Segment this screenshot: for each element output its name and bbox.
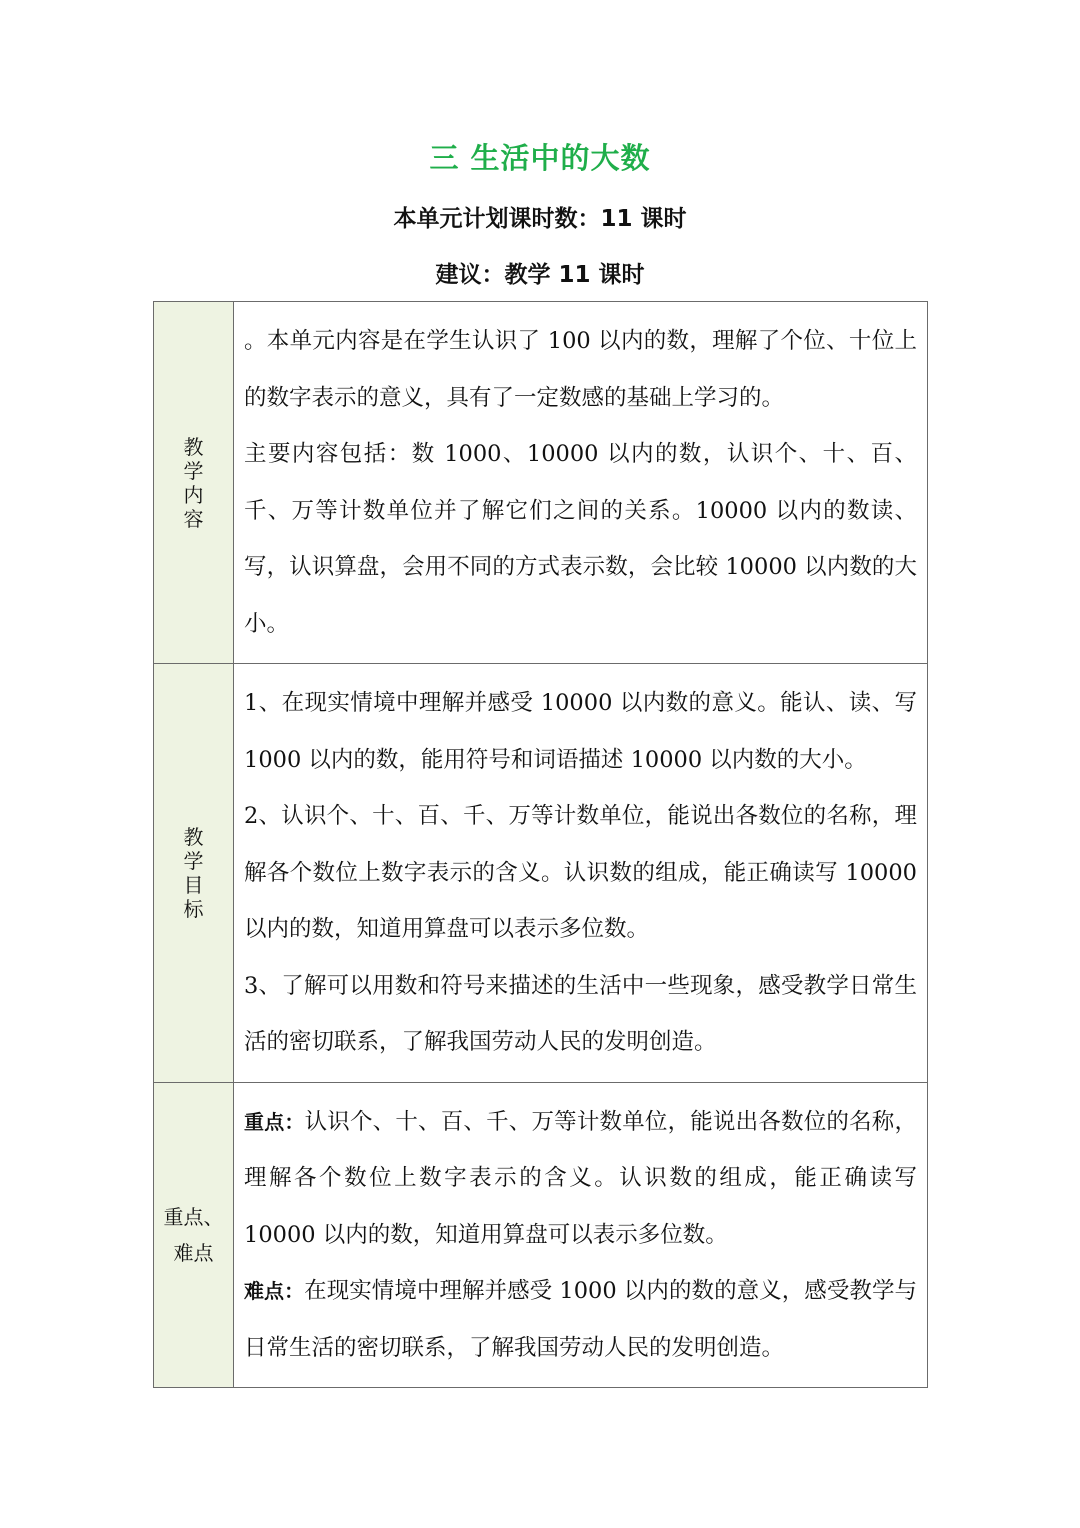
teaching-goals-label: 教学目标 [183,824,204,921]
teaching-goals-label-cell [154,664,234,1083]
difficult-point-label: 难点： [244,1279,305,1303]
planned-hours: 本单元计划课时数：11 课时 [393,206,687,232]
key-difficult-label-cell [154,1082,234,1388]
key-difficult-label [164,1199,224,1271]
difficult-point-text: 在现实情境中理解并感受 1000 以内的数的意义，感受教学与日常生活的密切联系，了解我国劳动人民的发明创造。 [244,1278,917,1361]
key-difficult-label-line1: 重点、 [163,1204,224,1229]
teaching-goal-item: 3、了解可以用数和符号来描述的生活中一些现象，感受教学日常生活的密切联系，了解我国劳动人民的发明创造。 [244,972,917,1055]
teaching-goals-row [154,664,928,1083]
key-difficult-label-line2: 难点 [173,1240,214,1265]
teaching-goal-item: 2、认识个、十、百、千、万等计数单位，能说出各数位的名称，理解各个数位上数字表示的含义。认识数的组成，能正确读写 10000 以内的数，知道用算盘可以表示多位数。 [244,803,917,942]
key-point-paragraph [244,1094,917,1264]
teaching-content-label: 教学内容 [183,434,204,531]
key-point-label: 重点： [244,1109,305,1134]
teaching-content-row [154,302,928,664]
lesson-plan-table [153,301,928,1388]
key-difficult-row [154,1082,928,1388]
unit-title: 三 生活中的大数 [429,141,651,175]
key-difficult-cell [234,1082,928,1388]
teaching-content-cell [234,302,928,664]
difficult-point-paragraph [244,1263,917,1376]
teaching-goal-item: 1、在现实情境中理解并感受 10000 以内数的意义。能认、读、写 1000 以内的数，能用符号和词语描述 10000 以内数的大小。 [244,690,917,773]
teaching-goals-cell [234,664,928,1083]
teaching-content-paragraph: 主要内容包括：数 1000、10000 以内的数，认识个、十、百、千、万等计数单位并了解它们之间的关系。10000 以内的数读、写，认识算盘，会用不同的方式表示数，会比较 10000 以内数的大小。 [244,441,917,637]
key-point-text: 认识个、十、百、千、万等计数单位，能说出各数位的名称，理解各个数位上数字表示的含义。认识数的组成，能正确读写 10000 以内的数，知道用算盘可以表示多位数。 [244,1108,917,1248]
teaching-content-paragraph: 。本单元内容是在学生认识了 100 以内的数，理解了个位、十位上的数字表示的意义，具有了一定数感的基础上学习的。 [244,328,917,411]
teaching-content-label-cell [154,302,234,664]
suggested-hours: 建议：教学 11 课时 [435,262,645,288]
